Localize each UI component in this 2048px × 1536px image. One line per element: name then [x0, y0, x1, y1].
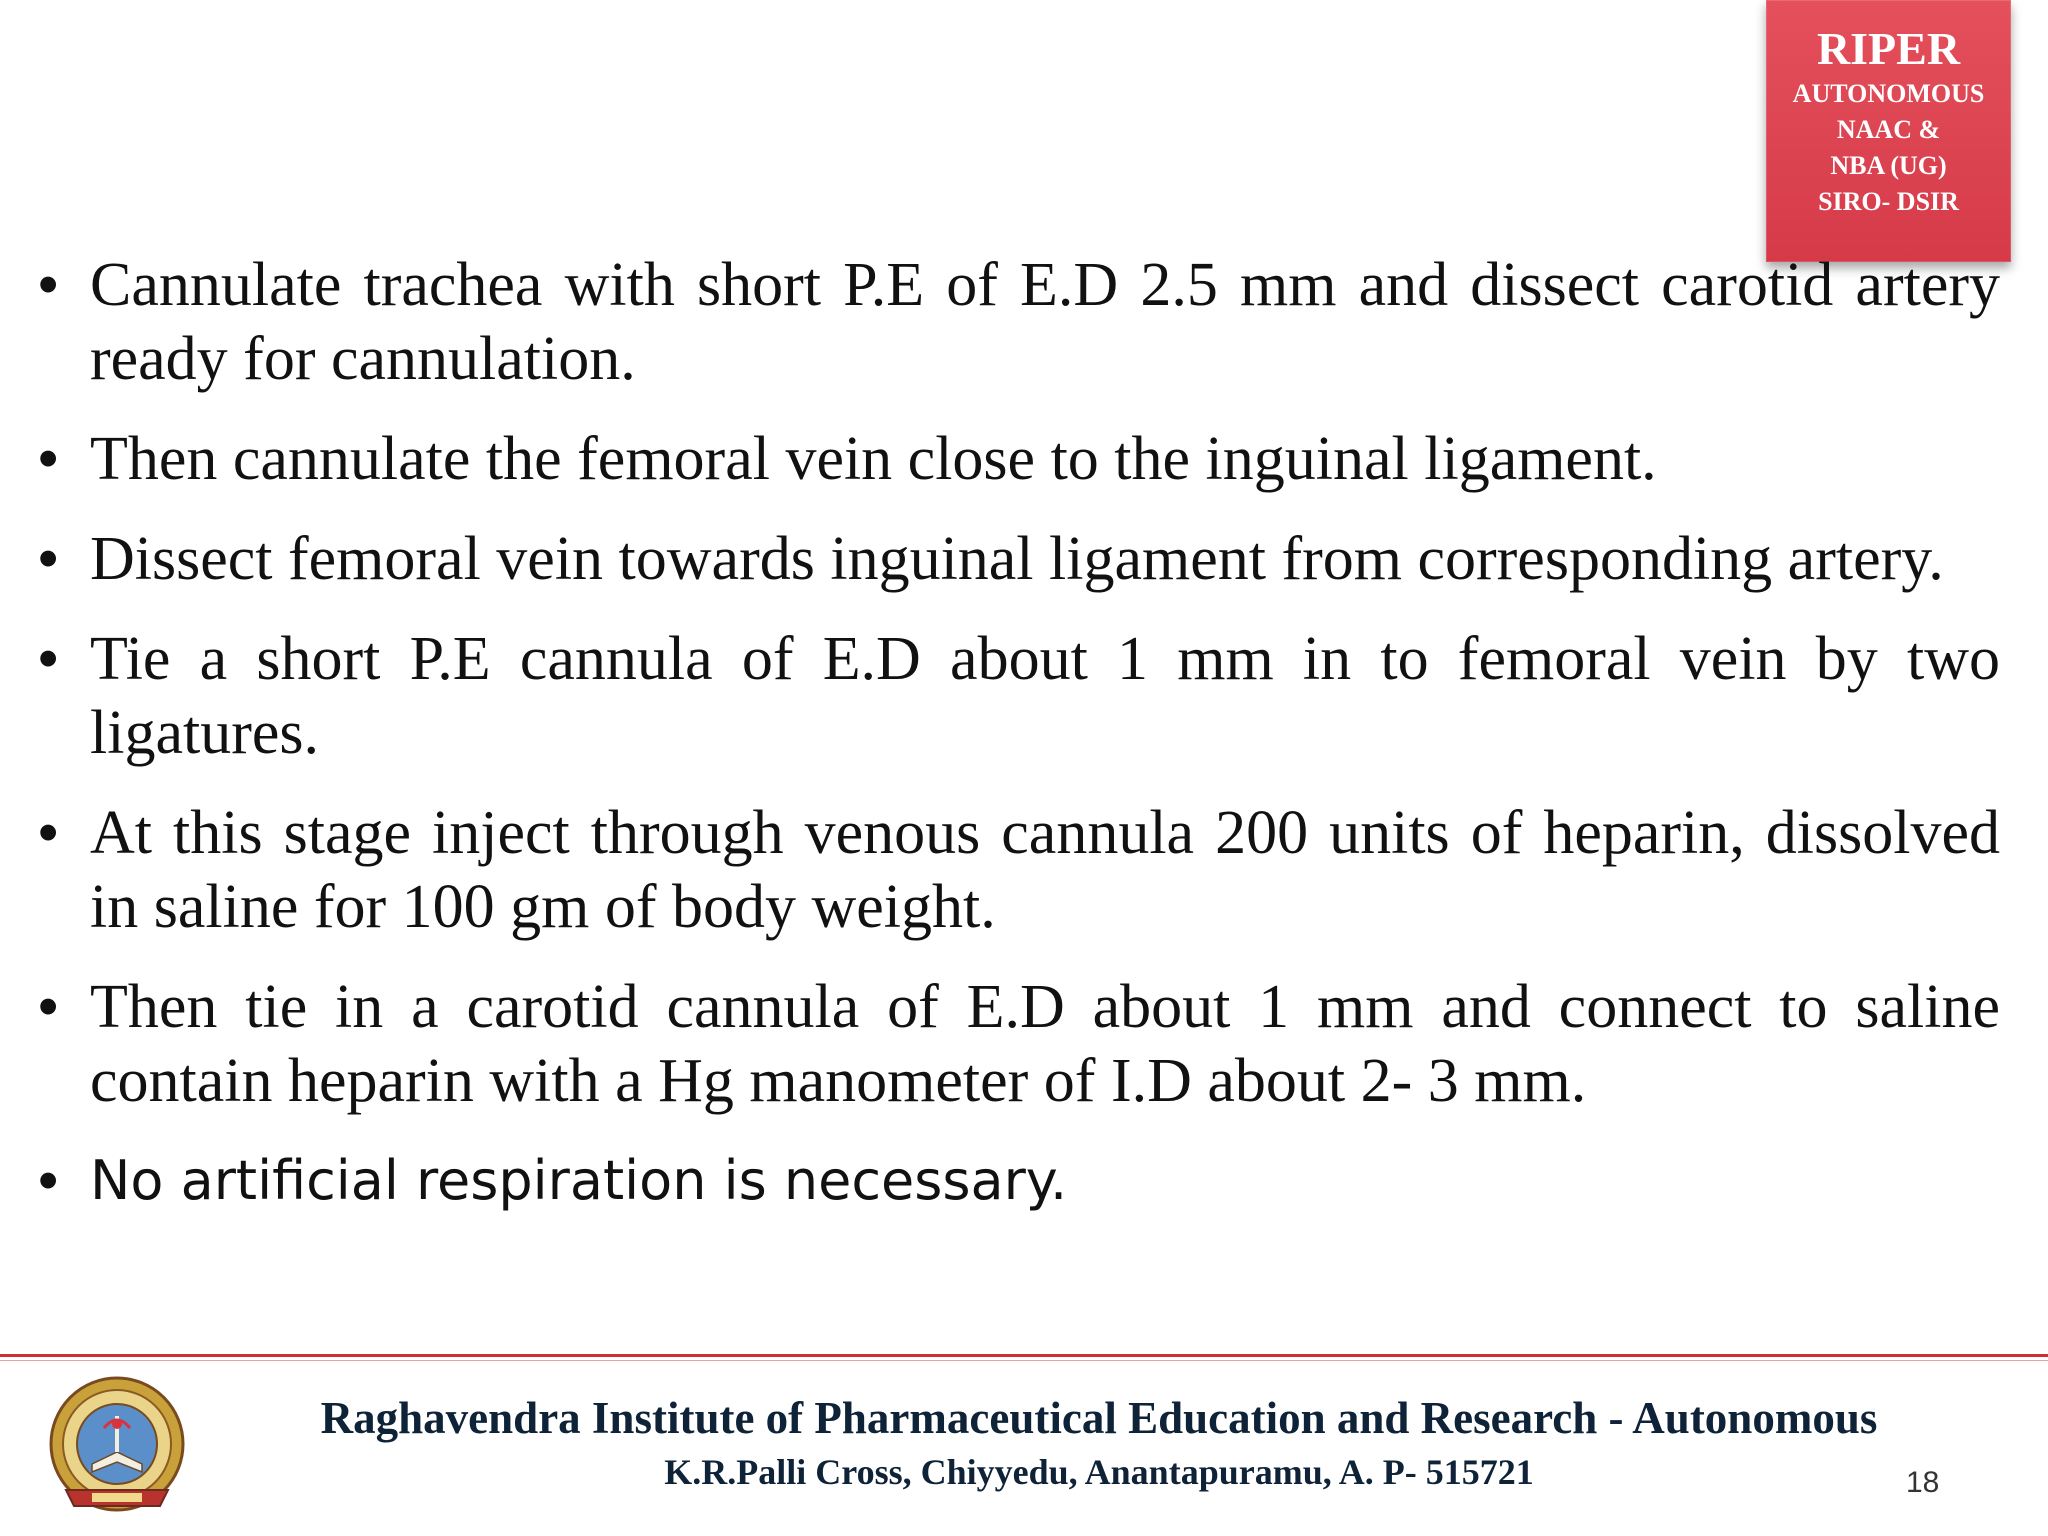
bullet-text: At this stage inject through venous cannula 200 units of heparin, dissolved in saline for 100 gm of body weight.: [90, 799, 2000, 941]
page-number: 18: [1906, 1466, 1940, 1499]
bullet-item: [38, 796, 2000, 944]
bullet-item: [38, 1144, 2000, 1218]
bullet-item: [38, 970, 2000, 1118]
bullet-item: [38, 622, 2000, 770]
badge-line-autonomous: AUTONOMOUS: [1792, 79, 1985, 108]
bullet-text: No artificial respiration is necessary.: [90, 1149, 1068, 1212]
bullet-text: Dissect femoral vein towards inguinal ligament from corresponding artery.: [90, 525, 1944, 593]
slide-body: [38, 248, 2000, 1244]
bullet-item: [38, 248, 2000, 396]
badge-line-siro: SIRO- DSIR: [1818, 187, 1959, 216]
riper-badge: [1766, 0, 2011, 262]
bullet-item: [38, 422, 2000, 496]
footer-address: K.R.Palli Cross, Chiyyedu, Anantapuramu, A. P- 515721: [664, 1452, 1534, 1492]
bullet-text: Then tie in a carotid cannula of E.D about 1 mm and connect to saline contain heparin with a Hg manometer of I.D about 2- 3 mm.: [90, 973, 2000, 1115]
bullet-icon: •: [38, 426, 59, 491]
footer-divider: [0, 1354, 2048, 1357]
bullet-icon: •: [38, 1148, 59, 1213]
bullet-icon: •: [38, 626, 59, 691]
bullet-icon: •: [38, 252, 59, 317]
bullet-item: [38, 522, 2000, 596]
bullet-icon: •: [38, 974, 59, 1039]
bullet-icon: •: [38, 526, 59, 591]
bullet-text: Then cannulate the femoral vein close to the inguinal ligament.: [90, 425, 1657, 493]
badge-line-naac: NAAC &: [1836, 115, 1941, 144]
bullet-text: Cannulate trachea with short P.E of E.D 2.5 mm and dissect carotid artery ready for cannulation.: [90, 251, 2000, 393]
badge-line-nba: NBA (UG): [1830, 151, 1947, 180]
bullet-icon: •: [38, 800, 59, 865]
footer-institute-name: Raghavendra Institute of Pharmaceutical Education and Research - Autonomous: [320, 1393, 1878, 1443]
badge-title: RIPER: [1816, 23, 1961, 74]
bullet-text: Tie a short P.E cannula of E.D about 1 mm in to femoral vein by two ligatures.: [90, 625, 2000, 767]
footer-divider-thin: [0, 1360, 2048, 1361]
